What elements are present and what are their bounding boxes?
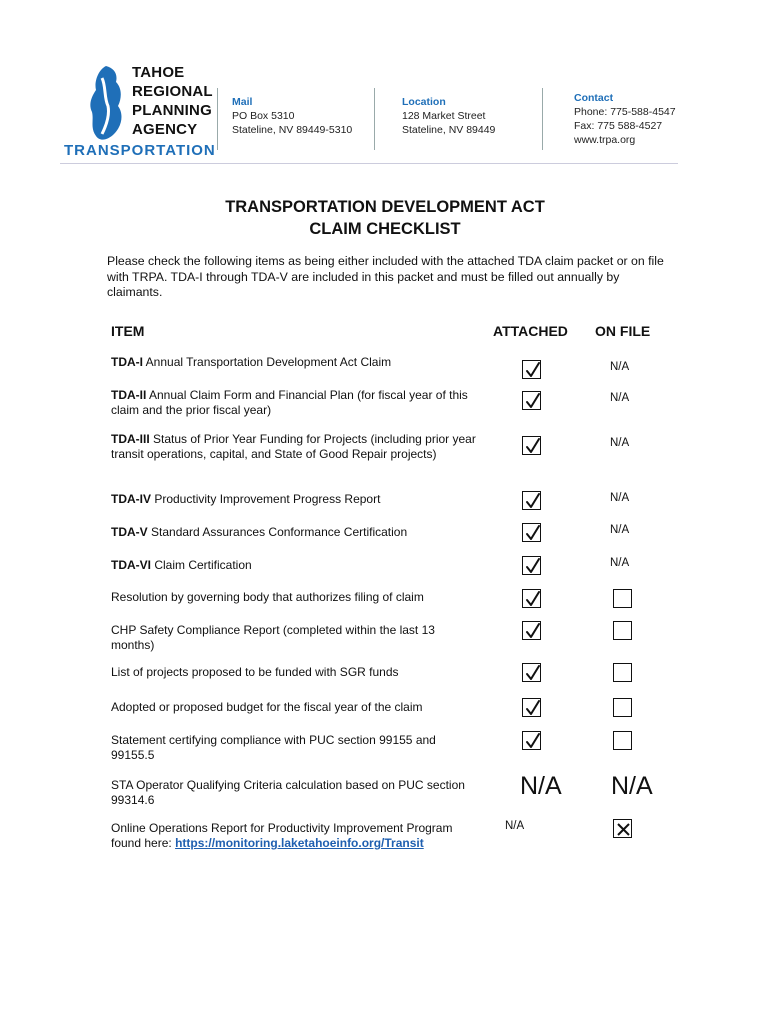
logo-text-line1: TAHOE [132,64,185,81]
checklist-item [111,665,481,680]
attached-checkbox[interactable] [522,523,541,542]
monitoring-link[interactable]: https://monitoring.laketahoeinfo.org/Transit [175,836,424,850]
checklist-item [111,590,481,605]
item-text: List of projects proposed to be funded with SGR funds [111,665,399,679]
on-file-na: N/A [610,557,630,569]
trpa-logo-icon [88,64,124,144]
item-text: Resolution by governing body that authorizes filing of claim [111,590,424,604]
on-file-na: N/A [610,437,630,449]
header-rule [60,163,678,164]
header-divider [374,88,375,150]
logo-transportation: TRANSPORTATION [64,142,216,159]
mail-block [232,95,352,137]
attached-checkbox[interactable] [522,621,541,640]
checklist-item [111,492,481,507]
on-file-checkbox[interactable] [613,731,632,750]
logo-text-line2: REGIONAL [132,83,213,100]
attached-checkbox[interactable] [522,491,541,510]
attached-na: N/A [505,820,525,832]
location-line2: Stateline, NV 89449 [402,124,496,136]
on-file-na: N/A [610,361,630,373]
on-file-na: N/A [611,772,653,800]
on-file-checkbox[interactable] [613,589,632,608]
attached-checkbox[interactable] [522,436,541,455]
column-header-item: ITEM [111,323,145,339]
logo-text-line4: AGENCY [132,121,198,138]
on-file-na: N/A [610,492,630,504]
item-text: Statement certifying compliance with PUC section 99155 and 99155.5 [111,733,436,762]
on-file-checkbox[interactable] [613,819,632,838]
contact-block [574,91,676,147]
on-file-checkbox[interactable] [613,621,632,640]
item-text: CHP Safety Compliance Report (completed within the last 13 months) [111,623,435,652]
checklist-item [111,525,481,540]
item-text: Claim Certification [151,558,252,572]
location-line1: 128 Market Street [402,110,486,122]
attached-na: N/A [520,772,562,800]
mail-line1: PO Box 5310 [232,110,295,122]
item-text: Annual Claim Form and Financial Plan (for fiscal year of this claim and the prior fiscal year) [111,388,468,417]
mail-title: Mail [232,96,253,108]
item-text: Online Operations Report for Productivity Improvement Program found here: [111,821,453,850]
contact-phone: Phone: 775-588-4547 [574,106,676,118]
contact-title: Contact [574,92,614,104]
checklist-item [111,558,481,573]
item-prefix: TDA-VI [111,558,151,572]
on-file-na: N/A [610,392,630,404]
attached-checkbox[interactable] [522,731,541,750]
item-text: STA Operator Qualifying Criteria calculation based on PUC section 99314.6 [111,778,465,807]
column-header-on-file: ON FILE [595,323,651,339]
checklist-item [111,355,481,370]
on-file-checkbox[interactable] [613,663,632,682]
item-prefix: TDA-IV [111,492,151,506]
logo-text-line3: PLANNING [132,102,212,119]
attached-checkbox[interactable] [522,360,541,379]
item-prefix: TDA-I [111,355,143,369]
column-header-attached: ATTACHED [493,323,568,339]
item-prefix: TDA-II [111,388,147,402]
location-title: Location [402,96,446,108]
page-title-line1: TRANSPORTATION DEVELOPMENT ACT [225,198,545,216]
checklist-item [111,821,481,851]
on-file-na: N/A [610,524,630,536]
item-text: Standard Assurances Conformance Certification [147,525,408,539]
location-block [402,95,495,137]
checklist-item [111,733,481,763]
contact-web[interactable]: www.trpa.org [574,134,636,146]
header-divider [542,88,543,150]
attached-checkbox[interactable] [522,698,541,717]
attached-checkbox[interactable] [522,556,541,575]
checklist-item [111,623,481,653]
checklist-item [111,388,481,418]
intro-paragraph: Please check the following items as being either included with the attached TDA claim packet or on file with TRPA. TDA-I through TDA-V are included in this packet and must be filled out annually by claimants. [107,254,664,299]
item-text: Status of Prior Year Funding for Projects (including prior year transit operations, capital, and State of Good Repair projects) [111,432,476,461]
on-file-checkbox[interactable] [613,698,632,717]
checklist-item [111,778,481,808]
page-title-line2: CLAIM CHECKLIST [309,220,461,238]
attached-checkbox[interactable] [522,589,541,608]
item-text: Adopted or proposed budget for the fiscal year of the claim [111,700,423,714]
item-prefix: TDA-III [111,432,150,446]
item-prefix: TDA-V [111,525,148,539]
checklist-item [111,432,481,462]
attached-checkbox[interactable] [522,663,541,682]
item-text: Annual Transportation Development Act Claim [143,355,392,369]
header-divider [217,88,218,150]
attached-checkbox[interactable] [522,391,541,410]
checklist-item [111,700,481,715]
contact-fax: Fax: 775 588-4527 [574,120,663,132]
mail-line2: Stateline, NV 89449-5310 [232,124,353,136]
item-text: Productivity Improvement Progress Report [151,492,381,506]
